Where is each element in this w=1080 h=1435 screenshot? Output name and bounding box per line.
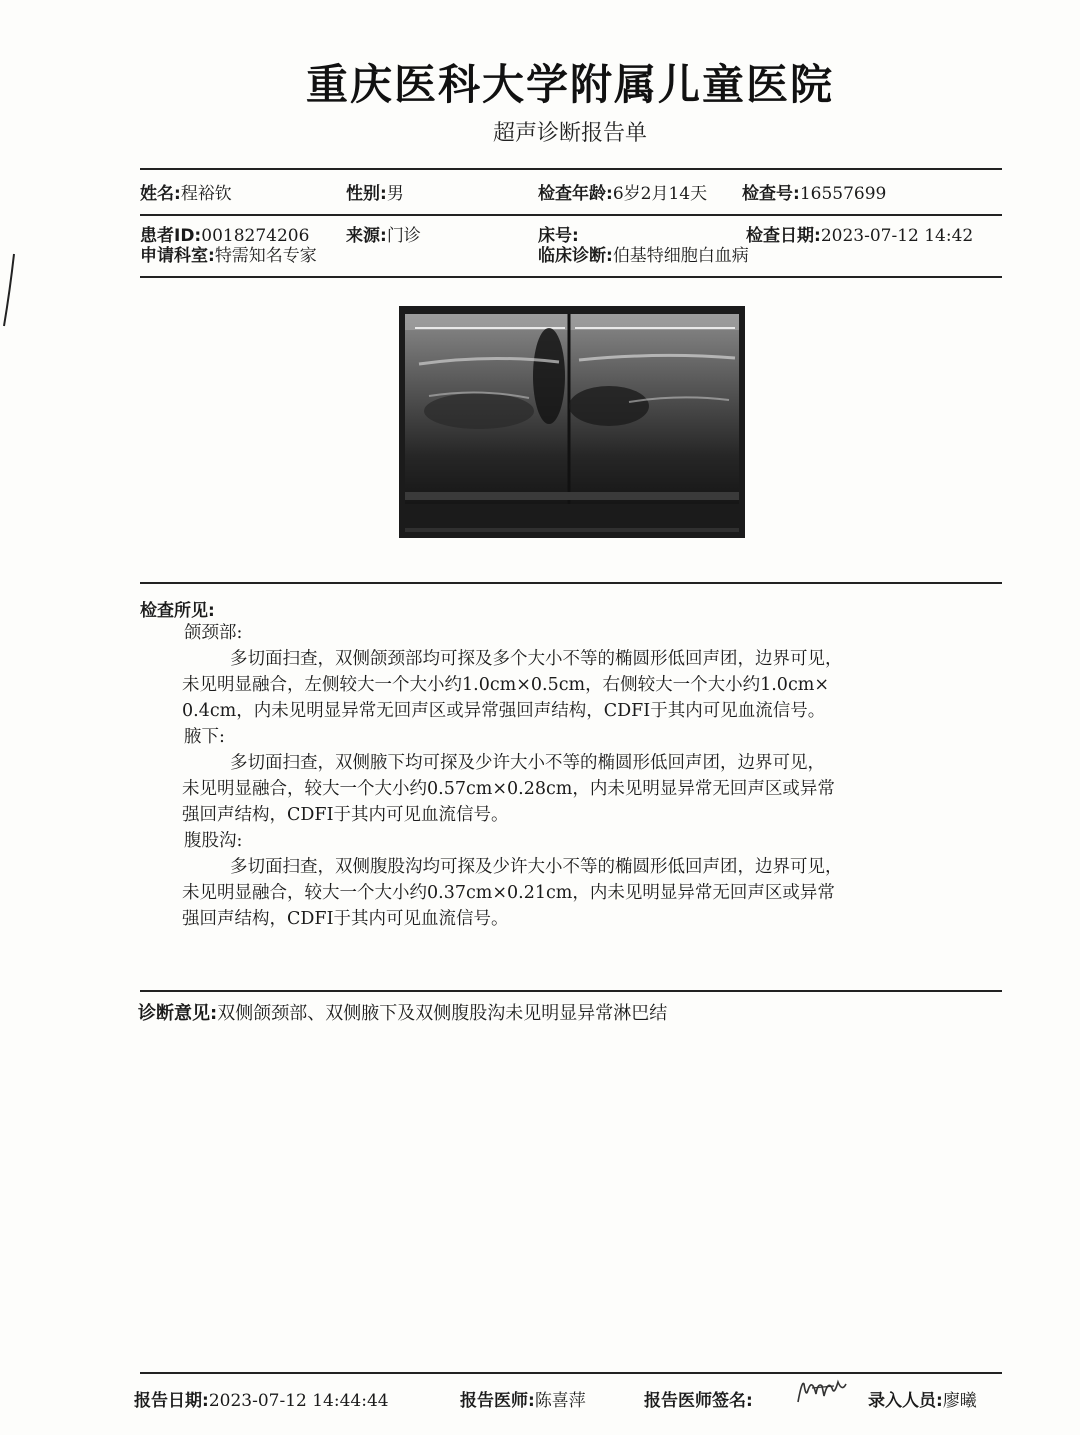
- findings-section-title: 颌颈部:: [184, 623, 243, 643]
- signature-label: 报告医师签名:: [644, 1391, 753, 1411]
- divider: [140, 214, 1002, 216]
- report-footer: [134, 1386, 389, 1411]
- report-date: 2023-07-12 14:44:44: [208, 1391, 389, 1411]
- doctor-name: 陈喜萍: [534, 1391, 586, 1411]
- divider: [140, 168, 1002, 170]
- exam-no-label: 检查号:: [742, 184, 800, 204]
- age-label: 检查年龄:: [538, 184, 613, 204]
- ultrasound-image: [399, 306, 745, 538]
- sex-label: 性别:: [346, 184, 387, 204]
- doctor-field: [460, 1386, 586, 1411]
- findings-line: 多切面扫查，双侧颌颈部均可探及多个大小不等的椭圆形低回声团，边界可见，: [230, 649, 843, 669]
- entry-name: 廖曦: [942, 1391, 977, 1411]
- clinical-dx-label: 临床诊断:: [538, 246, 613, 266]
- patient-id-value: 0018274206: [201, 226, 310, 246]
- divider: [140, 990, 1002, 992]
- diagnosis: [138, 1004, 667, 1024]
- findings-line: 多切面扫查，双侧腹股沟均可探及少许大小不等的椭圆形低回声团，边界可见，: [230, 857, 843, 877]
- findings-section-title: 腹股沟:: [184, 831, 243, 851]
- hospital-name: 重庆医科大学附属儿童医院: [305, 60, 834, 109]
- diagnosis-label: 诊断意见:: [138, 1003, 218, 1024]
- exam-date-value: 2023-07-12 14:42: [820, 226, 974, 246]
- findings-line: 未见明显融合，左侧较大一个大小约1.0cm×0.5cm，右侧较大一个大小约1.0cm×: [182, 675, 830, 695]
- exam-date-label: 检查日期:: [746, 226, 821, 246]
- findings-line: 强回声结构，CDFI于其内可见血流信号。: [182, 805, 509, 825]
- report-type: 超声诊断报告单: [492, 121, 647, 146]
- doctor-signature-image: [794, 1374, 850, 1408]
- doctor-label: 报告医师:: [460, 1391, 535, 1411]
- name-label: 姓名:: [140, 184, 181, 204]
- divider: [140, 1372, 1002, 1374]
- findings-line: 未见明显融合，较大一个大小约0.57cm×0.28cm，内未见明显异常无回声区或异常: [182, 779, 835, 799]
- clinical-dx-field: [538, 246, 749, 266]
- entry-label: 录入人员:: [868, 1391, 943, 1411]
- findings-section-title: 腋下:: [184, 727, 225, 747]
- exam-no-value: 16557699: [799, 184, 887, 204]
- diagnosis-text: 双侧颌颈部、双侧腋下及双侧腹股沟未见明显异常淋巴结: [217, 1003, 668, 1024]
- exam-date-field: [746, 226, 973, 246]
- findings-line: 强回声结构，CDFI于其内可见血流信号。: [182, 909, 509, 929]
- entry-field: [868, 1386, 977, 1411]
- sex-field: [346, 184, 404, 204]
- patient-id-field: [140, 226, 309, 246]
- bed-field: [538, 226, 579, 246]
- source-label: 来源:: [346, 226, 387, 246]
- findings-heading: 检查所见:: [140, 601, 215, 621]
- patient-name-field: [140, 184, 232, 204]
- findings-line: 多切面扫查，双侧腋下均可探及少许大小不等的椭圆形低回声团，边界可见，: [230, 753, 825, 773]
- dept-label: 申请科室:: [140, 246, 215, 266]
- exam-no-field: [742, 184, 886, 204]
- ultrasound-scan-graphic: [399, 306, 745, 538]
- patient-id-label: 患者ID:: [140, 226, 202, 246]
- divider: [140, 276, 1002, 278]
- sex-value: 男: [386, 184, 404, 204]
- report-date-label: 报告日期:: [134, 1391, 209, 1411]
- findings-line: 0.4cm，内未见明显异常无回声区或异常强回声结构，CDFI于其内可见血流信号。: [182, 701, 826, 721]
- age-value: 6岁2月14天: [612, 184, 708, 204]
- divider: [140, 582, 1002, 584]
- signature-field: [644, 1386, 753, 1411]
- bed-label: 床号:: [538, 226, 579, 246]
- findings-line: 未见明显融合，较大一个大小约0.37cm×0.21cm，内未见明显异常无回声区或异常: [182, 883, 835, 903]
- dept-value: 特需知名专家: [214, 246, 317, 266]
- pen-mark: [0, 250, 20, 330]
- clinical-dx-value: 伯基特细胞白血病: [612, 246, 749, 266]
- dept-field: [140, 246, 317, 266]
- age-field: [538, 184, 707, 204]
- patient-name: 程裕钦: [180, 184, 232, 204]
- source-field: [346, 226, 421, 246]
- source-value: 门诊: [386, 226, 421, 246]
